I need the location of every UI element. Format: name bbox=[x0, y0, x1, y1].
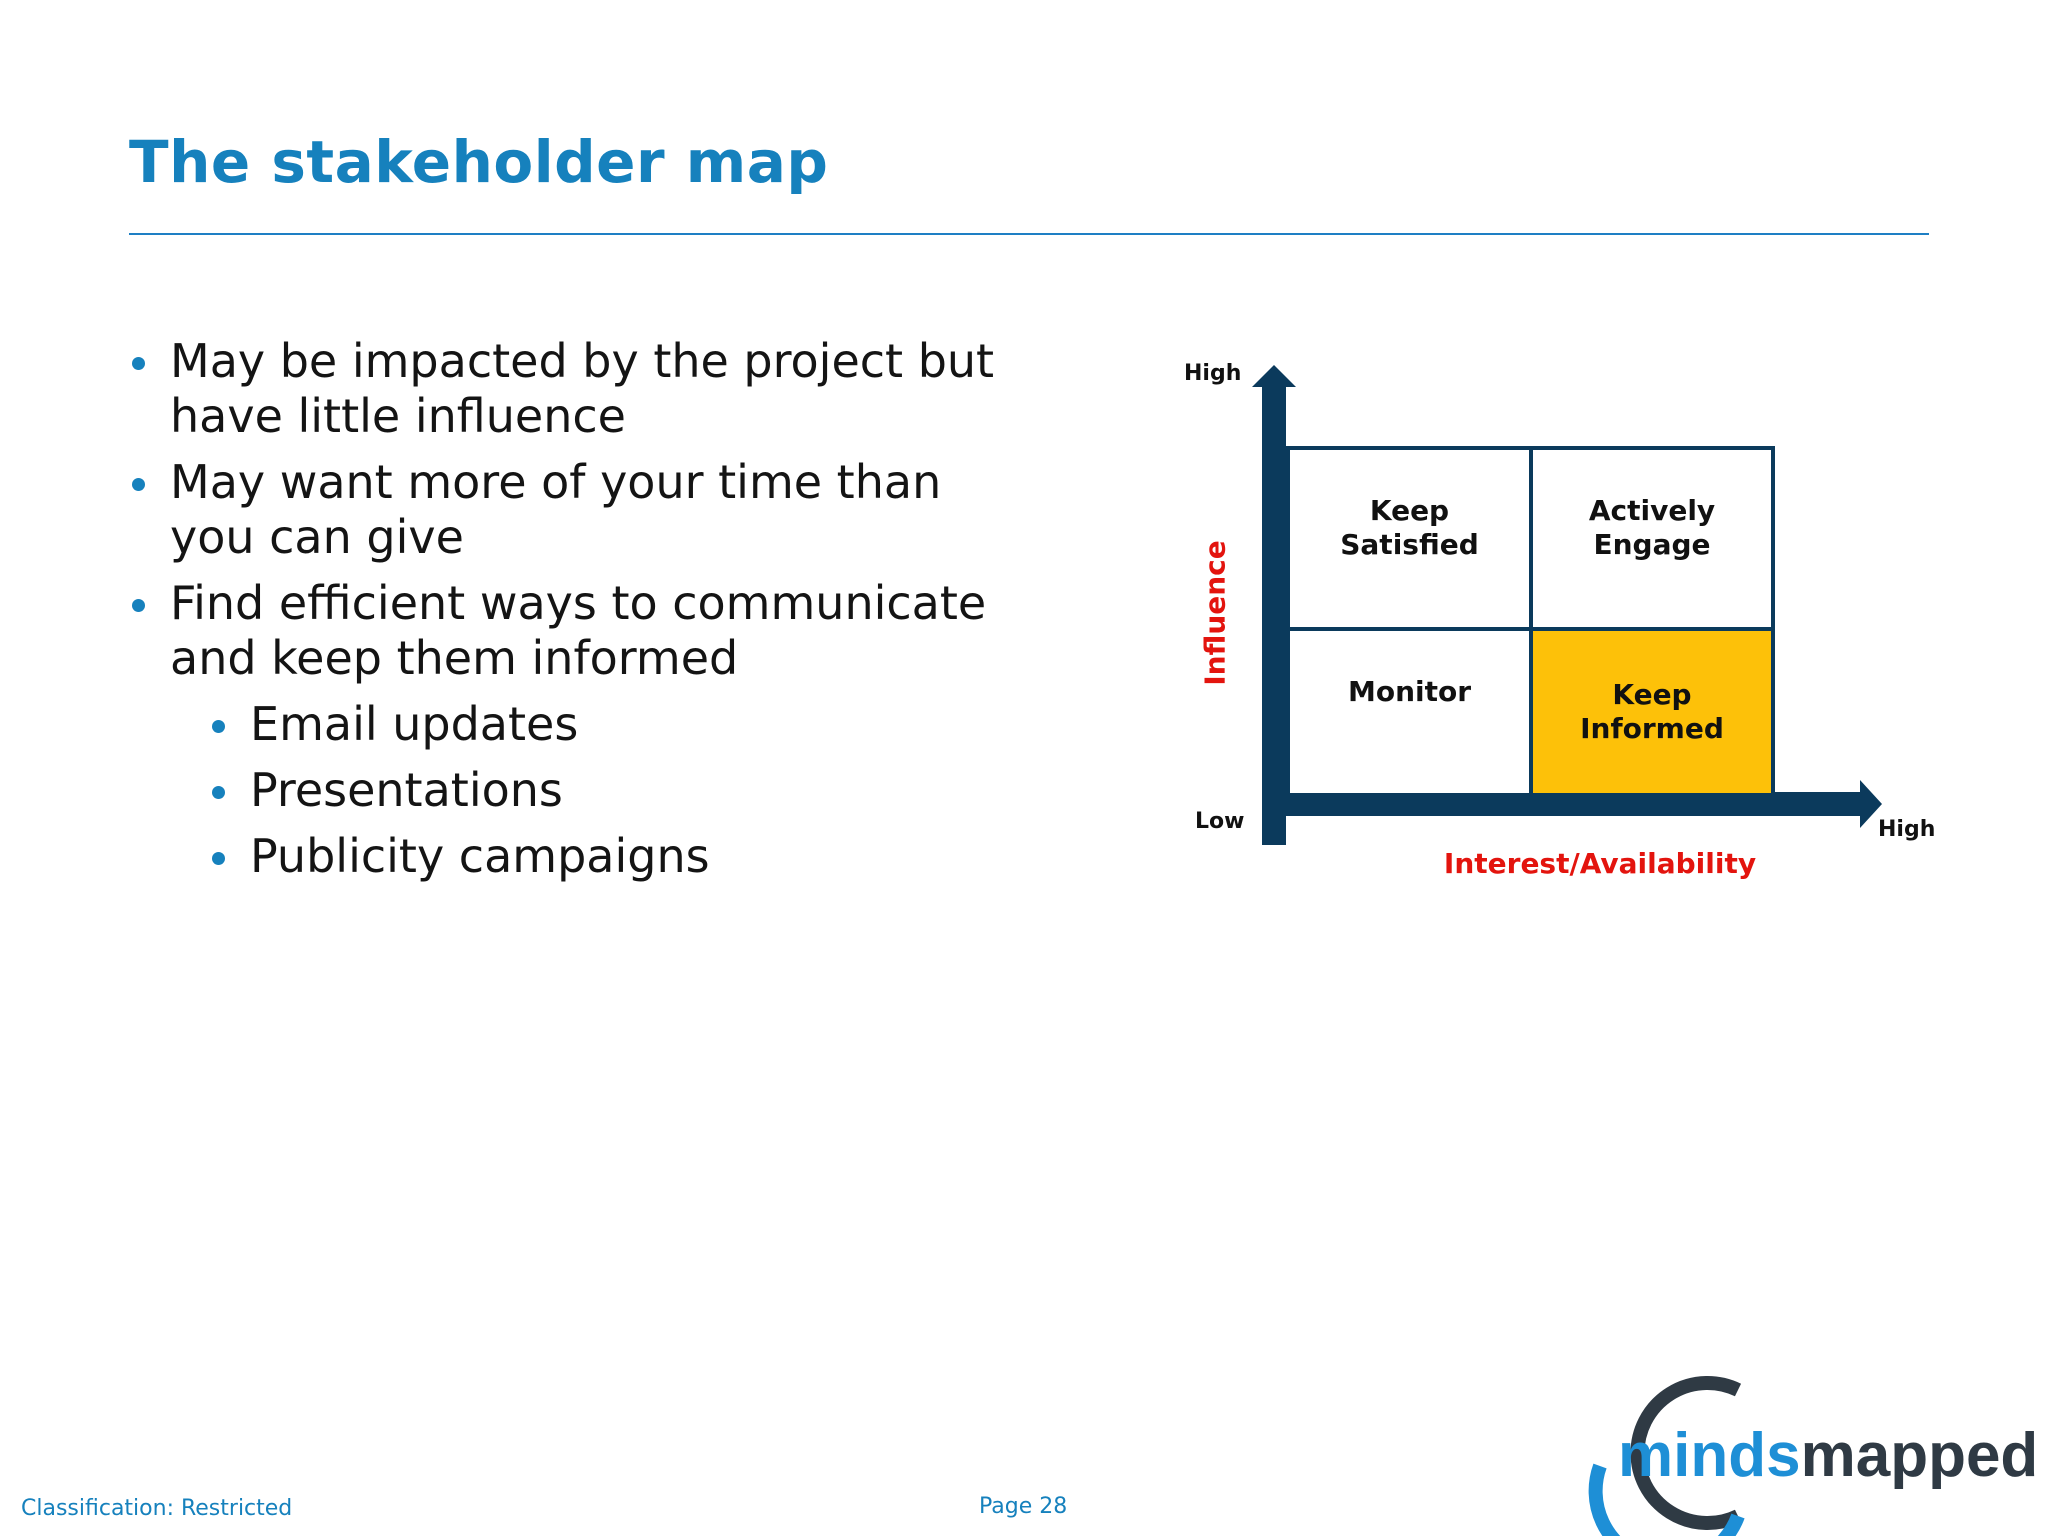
x-high-label: High bbox=[1878, 817, 1936, 842]
quadrant-label: Actively Engage bbox=[1588, 493, 1716, 561]
slide-title: The stakeholder map bbox=[129, 128, 829, 196]
logo-text-minds: minds bbox=[1618, 1421, 1801, 1490]
quadrant-monitor bbox=[1286, 627, 1533, 797]
quadrant-label: Keep Satisfied bbox=[1340, 493, 1479, 561]
y-high-label: High bbox=[1184, 361, 1242, 386]
quadrant-label: Keep Informed bbox=[1580, 678, 1724, 745]
mindsmapped-logo bbox=[1588, 1370, 2048, 1536]
quadrant-keep-satisfied bbox=[1286, 446, 1533, 631]
page-number: Page 28 bbox=[979, 1494, 1068, 1519]
bullet-list bbox=[129, 334, 1029, 895]
y-axis-bar bbox=[1262, 385, 1286, 845]
title-divider bbox=[129, 233, 1929, 235]
y-low-label: Low bbox=[1195, 809, 1245, 834]
quadrant-label: Monitor bbox=[1347, 675, 1472, 708]
logo-text-mapped: mapped bbox=[1800, 1421, 2039, 1490]
bullet-item: Find efficient ways to communicate and keep them informed bbox=[129, 576, 1029, 686]
quadrant-keep-informed bbox=[1529, 627, 1775, 797]
bullet-item: May want more of your time than you can give bbox=[129, 455, 1029, 565]
quadrant-actively-engage bbox=[1529, 446, 1775, 631]
stakeholder-matrix bbox=[1180, 355, 1960, 895]
x-axis-title: Interest/Availability bbox=[1443, 847, 1757, 880]
sub-bullet-item: Publicity campaigns bbox=[209, 829, 1029, 884]
sub-bullet-item: Email updates bbox=[209, 697, 1029, 752]
y-axis-arrowhead bbox=[1252, 365, 1296, 387]
svg-text:mindsmapped bbox=[1618, 1421, 2038, 1490]
y-axis-title: Influence bbox=[1198, 540, 1232, 686]
bullet-item: May be impacted by the project but have little influence bbox=[129, 334, 1029, 444]
sub-bullet-item: Presentations bbox=[209, 763, 1029, 818]
classification-label: Classification: Restricted bbox=[21, 1496, 293, 1521]
logo-icon bbox=[1588, 1370, 2048, 1536]
